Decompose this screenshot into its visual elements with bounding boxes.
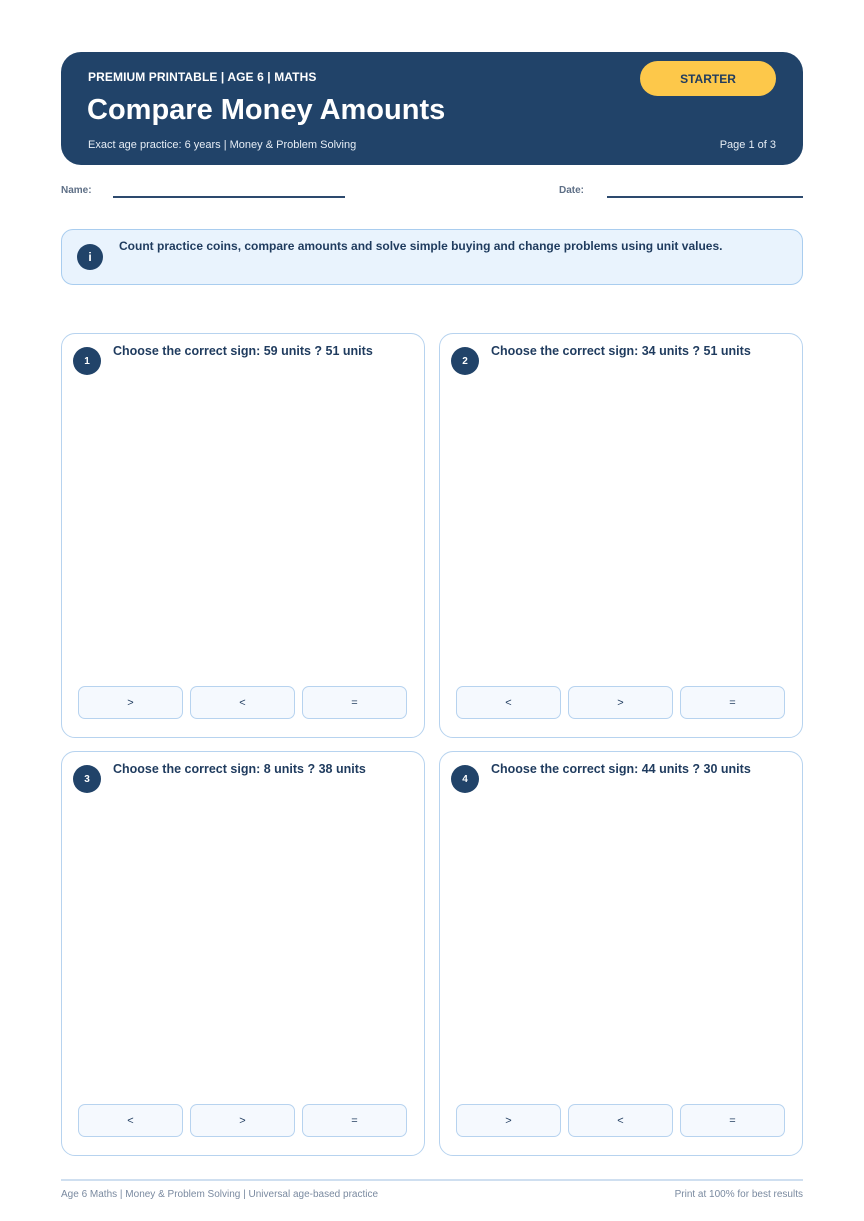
date-field[interactable]: [607, 196, 803, 198]
question-number: 4: [451, 765, 479, 793]
header-kicker: PREMIUM PRINTABLE | AGE 6 | MATHS: [88, 70, 317, 84]
date-label: Date:: [559, 185, 585, 196]
instructions-text: Count practice coins, compare amounts and solve simple buying and change problems using unit values.: [119, 239, 723, 253]
question-card-3: [61, 751, 425, 1156]
question-number: 2: [451, 347, 479, 375]
answer-option[interactable]: <: [78, 1104, 183, 1137]
name-label: Name:: [61, 185, 92, 196]
footer-print-note: Print at 100% for best results: [674, 1189, 803, 1200]
answer-option[interactable]: >: [78, 686, 183, 719]
question-number: 3: [73, 765, 101, 793]
footer-divider: [61, 1179, 803, 1181]
question-card-2: [439, 333, 803, 738]
answer-options: [456, 686, 785, 719]
question-number: 1: [73, 347, 101, 375]
instructions-box: [61, 229, 803, 285]
answer-option[interactable]: >: [568, 686, 673, 719]
question-card-4: [439, 751, 803, 1156]
info-icon: i: [77, 244, 103, 270]
answer-option[interactable]: <: [456, 686, 561, 719]
footer-description: Age 6 Maths | Money & Problem Solving | Universal age-based practice: [61, 1189, 379, 1200]
level-badge: STARTER: [640, 61, 776, 96]
answer-option[interactable]: =: [302, 686, 407, 719]
question-text: Choose the correct sign: 8 units ? 38 units: [113, 762, 366, 776]
question-card-1: [61, 333, 425, 738]
answer-option[interactable]: >: [190, 1104, 295, 1137]
header-subtitle: Exact age practice: 6 years | Money & Problem Solving: [88, 139, 357, 151]
answer-option[interactable]: <: [190, 686, 295, 719]
worksheet-header: [61, 52, 803, 165]
answer-options: [78, 1104, 407, 1137]
question-text: Choose the correct sign: 34 units ? 51 units: [491, 344, 751, 358]
answer-options: [456, 1104, 785, 1137]
page-title: Compare Money Amounts: [87, 94, 446, 126]
answer-option[interactable]: <: [568, 1104, 673, 1137]
answer-option[interactable]: >: [456, 1104, 561, 1137]
name-field[interactable]: [113, 196, 345, 198]
answer-option[interactable]: =: [680, 686, 785, 719]
question-text: Choose the correct sign: 59 units ? 51 units: [113, 344, 373, 358]
question-text: Choose the correct sign: 44 units ? 30 units: [491, 762, 751, 776]
page-indicator: Page 1 of 3: [719, 139, 776, 151]
answer-option[interactable]: =: [680, 1104, 785, 1137]
answer-options: [78, 686, 407, 719]
answer-option[interactable]: =: [302, 1104, 407, 1137]
